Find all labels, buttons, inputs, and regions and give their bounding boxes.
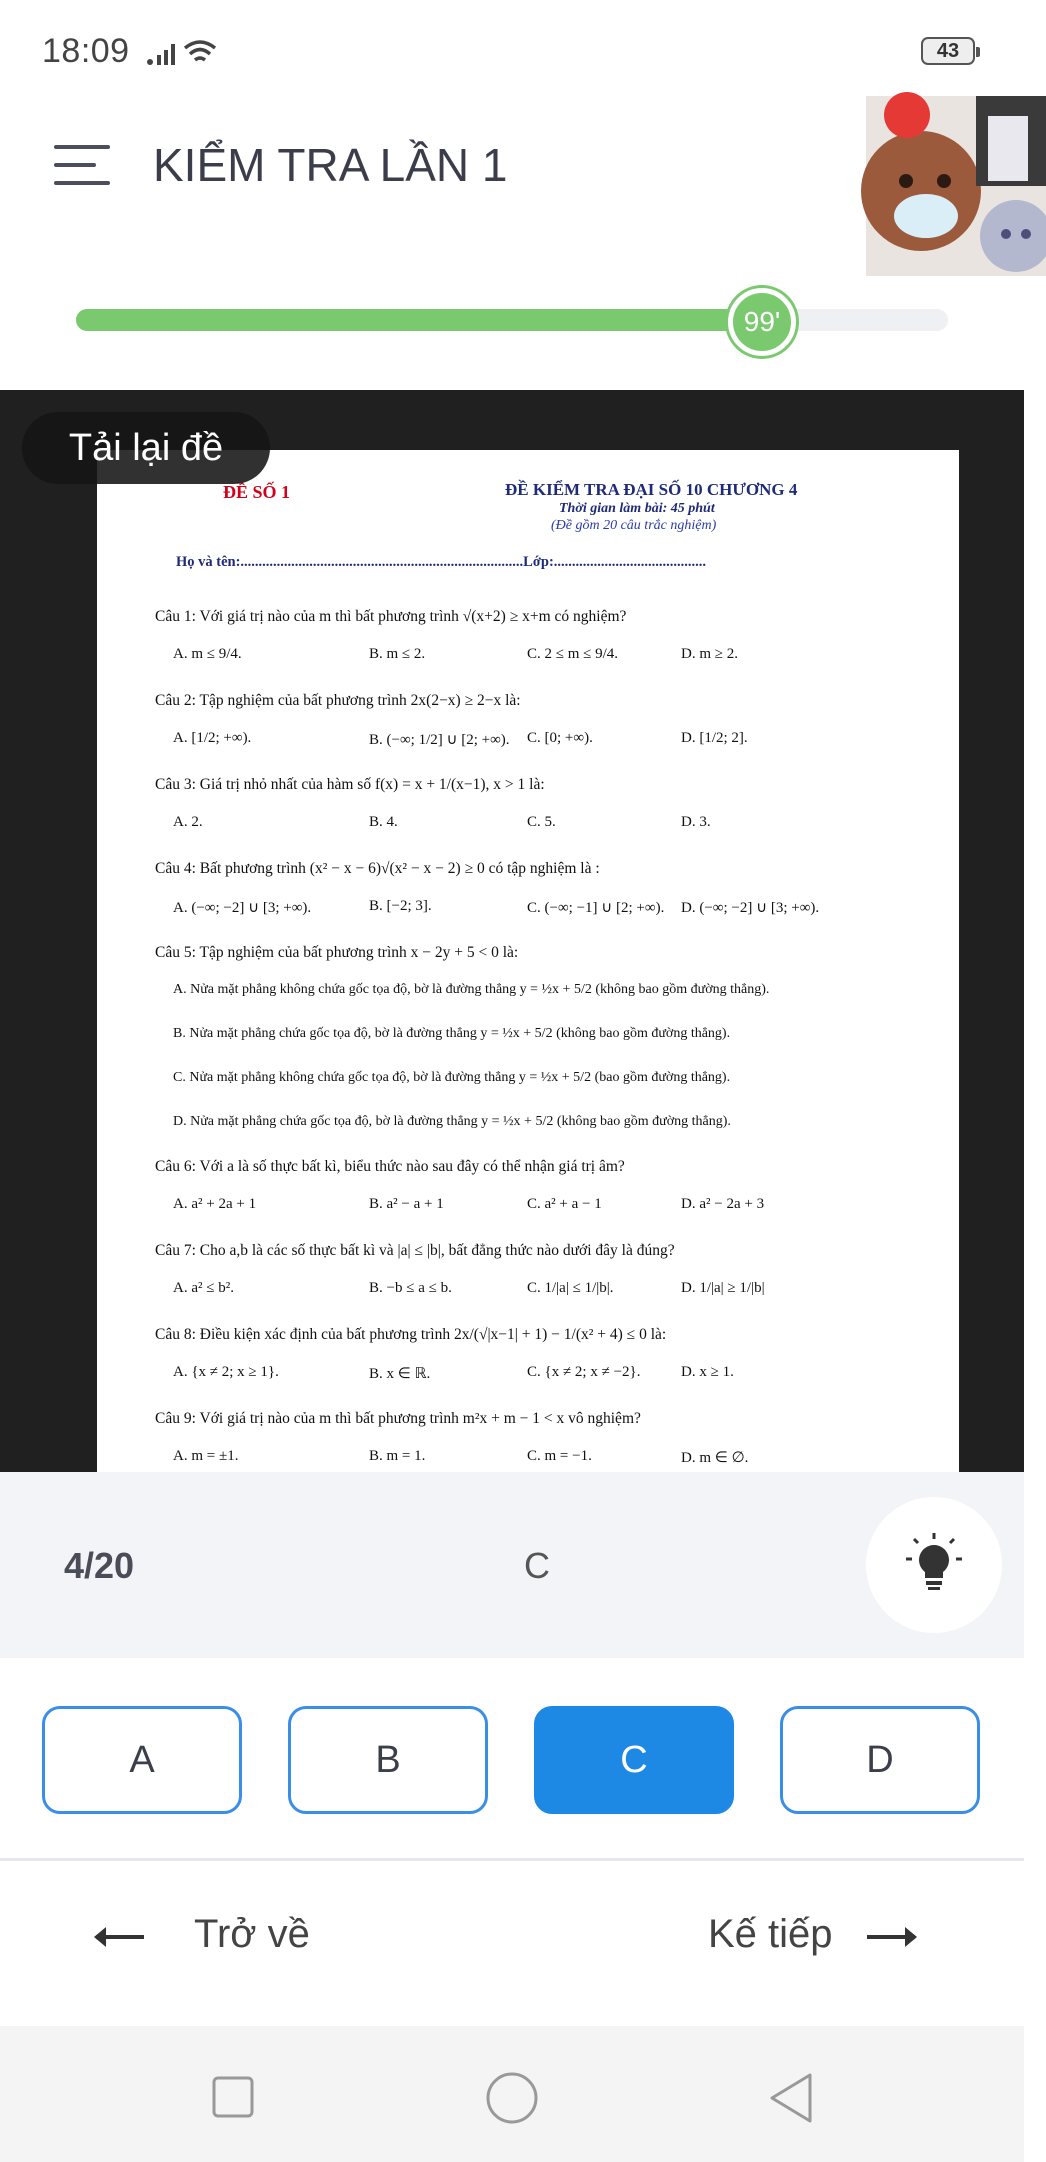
answer-option-text: C. 2 ≤ m ≤ 9/4. <box>527 646 619 662</box>
answer-option-text: C. a² + a − 1 <box>527 1196 602 1212</box>
time-progress-bar <box>76 309 948 331</box>
question-text: Câu 7: Cho a,b là các số thực bất kì và |a| ≤ |b|, bất đẳng thức nào dưới đây là đúng? <box>155 1242 675 1259</box>
option-a-button[interactable]: A <box>42 1706 242 1814</box>
answer-option-text: B. [−2; 3]. <box>369 898 432 914</box>
back-label: Trở về <box>194 1912 310 1956</box>
answer-option-text: B. m = 1. <box>369 1448 426 1464</box>
answer-option-text: D. m ∈ ∅. <box>681 1450 749 1466</box>
hint-button[interactable] <box>866 1497 1002 1633</box>
battery-icon: 43 <box>921 37 975 65</box>
option-b-button[interactable]: B <box>288 1706 488 1814</box>
question-text: Câu 5: Tập nghiệm của bất phương trình x − 2y + 5 < 0 là: <box>155 944 519 961</box>
answer-option-text: A. a² + 2a + 1 <box>173 1196 257 1212</box>
answer-option-text: A. Nửa mặt phẳng không chứa gốc tọa độ, bờ là đường thẳng y = ½x + 5/2 (không bao gồm đường thẳng). <box>173 982 770 997</box>
answer-option-text: A. {x ≠ 2; x ≥ 1}. <box>173 1364 279 1380</box>
question-text: Câu 1: Với giá trị nào của m thì bất phương trình √(x+2) ≥ x+m có nghiệm? <box>155 608 627 625</box>
exam-paper <box>97 450 959 1550</box>
question-text: Câu 3: Giá trị nhỏ nhất của hàm số f(x) = x + 1/(x−1), x > 1 là: <box>155 776 545 793</box>
progress-fill <box>76 309 747 331</box>
answer-option-text: C. 5. <box>527 814 556 830</box>
back-nav-icon[interactable] <box>768 2072 814 2124</box>
lightbulb-icon <box>866 1497 1002 1633</box>
exam-document-viewer[interactable] <box>0 390 1024 1472</box>
back-button[interactable] <box>92 1912 310 1959</box>
question-text: Câu 8: Điều kiện xác định của bất phương trình 2x/(√|x−1| + 1) − 1/(x² + 4) ≤ 0 là: <box>155 1326 667 1343</box>
answer-option-text: C. (−∞; −1] ∪ [2; +∞). <box>527 900 665 916</box>
page-title: KIỂM TRA LẦN 1 <box>153 139 508 191</box>
answer-option-text: A. 2. <box>173 814 203 830</box>
answer-option-text: D. [1/2; 2]. <box>681 730 748 746</box>
exam-time-limit: Thời gian làm bài: 45 phút <box>559 501 715 516</box>
question-text: Câu 4: Bất phương trình (x² − x − 6)√(x² − x − 2) ≥ 0 có tập nghiệm là : <box>155 860 600 877</box>
answer-option-text: C. 1/|a| ≤ 1/|b|. <box>527 1280 614 1296</box>
home-icon[interactable] <box>486 2072 538 2124</box>
time-remaining-badge: 99' <box>728 288 796 356</box>
question-text: Câu 2: Tập nghiệm của bất phương trình 2x(2−x) ≥ 2−x là: <box>155 692 521 709</box>
answer-option-text: D. Nửa mặt phẳng chứa gốc tọa độ, bờ là đường thẳng y = ½x + 5/2 (không bao gồm đường thẳng). <box>173 1114 731 1129</box>
answer-option-text: B. (−∞; 1/2] ∪ [2; +∞). <box>369 732 510 748</box>
divider <box>0 1858 1024 1861</box>
answer-option-text: D. x ≥ 1. <box>681 1364 734 1380</box>
question-text: Câu 6: Với a là số thực bất kì, biểu thức nào sau đây có thể nhận giá trị âm? <box>155 1158 625 1175</box>
answer-option-text: A. m ≤ 9/4. <box>173 646 242 662</box>
answer-option-text: A. a² ≤ b². <box>173 1280 234 1296</box>
system-nav-bar <box>0 2026 1024 2162</box>
answer-option-text: C. [0; +∞). <box>527 730 593 746</box>
answer-option-text: D. m ≥ 2. <box>681 646 738 662</box>
exam-note: (Đề gồm 20 câu trắc nghiệm) <box>551 518 717 533</box>
notification-badge <box>884 92 930 138</box>
answer-option-text: D. 3. <box>681 814 711 830</box>
answer-option-text: B. Nửa mặt phẳng chứa gốc tọa độ, bờ là đường thẳng y = ½x + 5/2 (không bao gồm đường thẳng). <box>173 1026 731 1041</box>
answer-option-text: C. {x ≠ 2; x ≠ −2}. <box>527 1364 641 1380</box>
question-text: Câu 9: Với giá trị nào của m thì bất phương trình m²x + m − 1 < x vô nghiệm? <box>155 1410 641 1427</box>
exam-heading: ĐỀ KIỂM TRA ĐẠI SỐ 10 CHƯƠNG 4 <box>505 480 798 499</box>
answer-option-text: D. (−∞; −2] ∪ [3; +∞). <box>681 900 820 916</box>
answer-option-text: A. [1/2; +∞). <box>173 730 252 746</box>
answer-option-text: B. x ∈ ℝ. <box>369 1366 431 1382</box>
answer-option-text: C. Nửa mặt phẳng không chứa gốc tọa độ, bờ là đường thẳng y = ½x + 5/2 (bao gồm đường thẳng). <box>173 1070 731 1085</box>
answer-option-text: C. m = −1. <box>527 1448 592 1464</box>
arrow-right-icon <box>865 1914 919 1959</box>
answer-option-text: B. m ≤ 2. <box>369 646 426 662</box>
answer-option-text: D. a² − 2a + 3 <box>681 1196 765 1212</box>
option-c-button[interactable]: C <box>534 1706 734 1814</box>
menu-icon[interactable] <box>54 145 110 185</box>
answer-option-text: A. (−∞; −2] ∪ [3; +∞). <box>173 900 312 916</box>
question-counter: 4/20 <box>64 1545 135 1586</box>
option-d-button[interactable]: D <box>780 1706 980 1814</box>
status-time: 18:09 <box>42 32 130 70</box>
signal-wifi-icon <box>145 38 225 73</box>
name-class-line: Họ và tên:..............................................................................Lớp:.......................................... <box>176 554 707 570</box>
answer-option-text: B. a² − a + 1 <box>369 1196 444 1212</box>
answer-option-text: B. −b ≤ a ≤ b. <box>369 1280 452 1296</box>
arrow-left-icon <box>92 1914 146 1959</box>
answer-option-text: B. 4. <box>369 814 398 830</box>
reload-exam-button[interactable]: Tải lại đề <box>22 412 270 484</box>
next-button[interactable] <box>708 1912 919 1959</box>
answer-option-text: D. 1/|a| ≥ 1/|b| <box>681 1280 765 1296</box>
recent-apps-icon[interactable] <box>212 2076 254 2118</box>
exam-number: ĐỀ SỐ 1 <box>223 482 291 502</box>
status-bar <box>0 0 1024 80</box>
selected-answer: C <box>524 1545 550 1586</box>
next-label: Kế tiếp <box>708 1912 833 1956</box>
answer-option-text: A. m = ±1. <box>173 1448 239 1464</box>
